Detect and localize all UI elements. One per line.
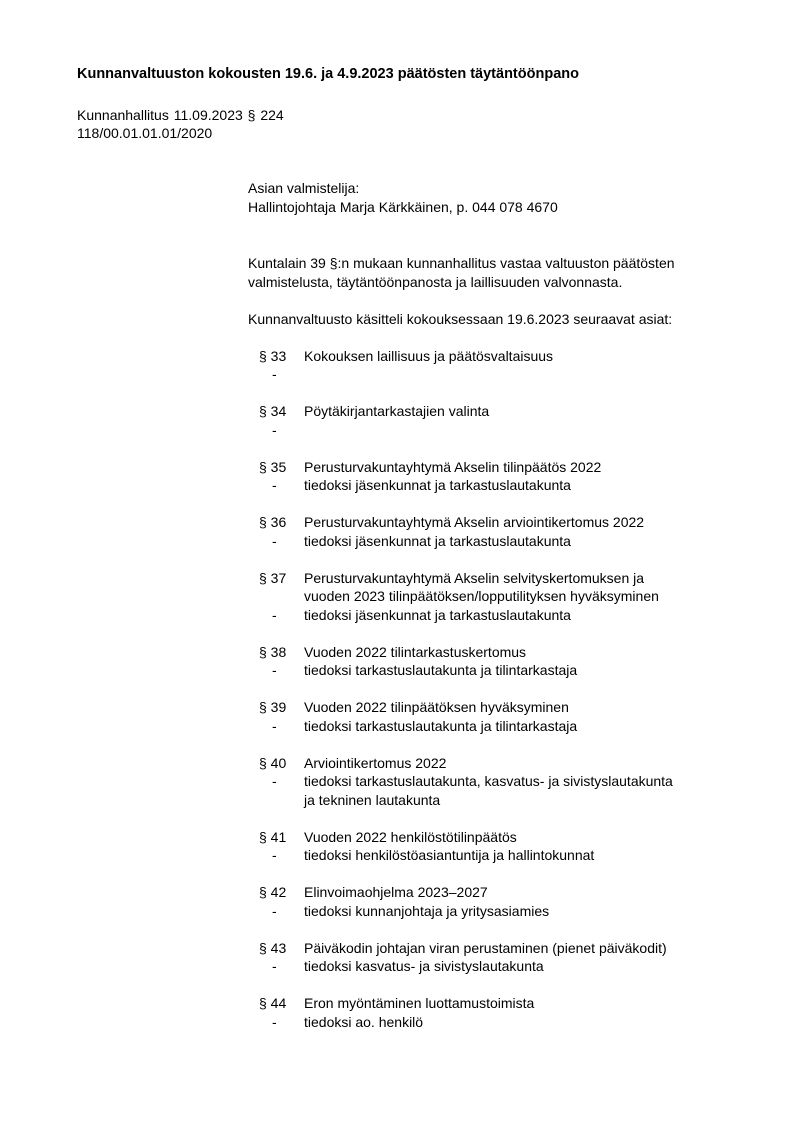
agenda-item-title: Vuoden 2022 tilinpäätöksen hyväksyminen <box>304 699 569 715</box>
agenda-item <box>248 402 748 439</box>
agenda-item-note: tiedoksi tarkastuslautakunta ja tilintarkastaja <box>304 717 578 734</box>
agenda-item-title: Vuoden 2022 henkilöstötilinpäätös <box>304 828 517 845</box>
agenda-item-note: tiedoksi tarkastuslautakunta ja tilintarkastaja <box>304 662 578 678</box>
agenda-item-note: tiedoksi kasvatus- ja sivistyslautakunta <box>304 958 544 974</box>
agenda-item-note: tiedoksi ao. henkilö <box>304 1013 424 1030</box>
meeting-reference: Kunnanhallitus 11.09.2023 § 224 <box>77 107 284 123</box>
agenda-item-title: Kokouksen laillisuus ja päätösvaltaisuus <box>304 347 554 364</box>
agenda-item-number: § 38 <box>259 643 287 660</box>
agenda-item-title: Perusturvakuntayhtymä Akselin selvityskertomuksen ja <box>304 569 645 586</box>
agenda-item-dash: - <box>272 421 277 438</box>
agenda-item <box>248 513 748 550</box>
agenda-item <box>248 994 748 1031</box>
agenda-item-note: tiedoksi jäsenkunnat ja tarkastuslautakunta <box>304 606 571 623</box>
intro-line-2: valmistelusta, täytäntöönpanosta ja laillisuuden valvonnasta. <box>248 273 623 290</box>
agenda-item-dash: - <box>272 477 277 493</box>
intro-line-3: Kunnanvaltuusto käsitteli kokouksessaan 19.6.2023 seuraavat asiat: <box>248 310 673 327</box>
agenda-item-title: Vuoden 2022 tilintarkastuskertomus <box>304 643 527 660</box>
agenda-item-title: Elinvoimaohjelma 2023–2027 <box>304 884 488 900</box>
agenda-item-number: § 34 <box>259 403 287 419</box>
agenda-item <box>248 828 748 865</box>
intro-line-1: Kuntalain 39 §:n mukaan kunnanhallitus vastaa valtuuston päätösten <box>248 255 675 271</box>
agenda-item-number: § 42 <box>259 884 287 900</box>
agenda-item <box>248 698 748 735</box>
agenda-item-dash: - <box>272 847 277 863</box>
agenda-item-number: § 43 <box>259 939 287 956</box>
agenda-item <box>248 569 748 625</box>
agenda-item-note: tiedoksi kunnanjohtaja ja yritysasiamies <box>304 902 550 919</box>
agenda-item-title: Eron myöntäminen luottamustoimista <box>304 995 535 1011</box>
agenda-item-number: § 37 <box>259 569 287 586</box>
agenda-item <box>248 939 748 976</box>
agenda-item-title: Arviointikertomus 2022 <box>304 754 447 771</box>
agenda-item-note: tiedoksi tarkastuslautakunta, kasvatus- ja sivistyslautakunta <box>304 773 673 789</box>
agenda-item <box>248 643 748 680</box>
preparer-label: Asian valmistelija: <box>248 180 360 196</box>
agenda-item-number: § 40 <box>259 754 287 771</box>
agenda-item-dash: - <box>272 662 277 678</box>
agenda-item-number: § 39 <box>259 699 287 715</box>
agenda-item-dash: - <box>272 958 277 974</box>
agenda-item-note: ja tekninen lautakunta <box>304 791 441 808</box>
agenda-item-note: tiedoksi henkilöstöasiantuntija ja hallintokunnat <box>304 847 595 863</box>
agenda-item-dash: - <box>272 532 277 549</box>
agenda-item-dash: - <box>272 366 277 382</box>
agenda-item <box>248 883 748 920</box>
agenda-item <box>248 347 748 384</box>
agenda-item-note: tiedoksi jäsenkunnat ja tarkastuslautakunta <box>304 532 571 549</box>
agenda-item <box>248 754 748 810</box>
agenda-item-number: § 33 <box>259 347 287 364</box>
agenda-item-dash: - <box>272 1013 277 1030</box>
agenda-item-title: vuoden 2023 tilinpäätöksen/lopputilityksen hyväksyminen <box>304 588 659 604</box>
record-number: 118/00.01.01.01/2020 <box>77 125 213 141</box>
agenda-item-number <box>248 587 304 606</box>
agenda-item-note <box>304 365 748 384</box>
agenda-item-title: Perusturvakuntayhtymä Akselin arviointikertomus 2022 <box>304 514 645 530</box>
agenda-item-dash: - <box>272 606 277 623</box>
agenda-item-number: § 44 <box>259 995 287 1011</box>
agenda-item-note: tiedoksi jäsenkunnat ja tarkastuslautakunta <box>304 477 571 493</box>
agenda-item-number: § 36 <box>259 514 287 530</box>
agenda-item-dash: - <box>272 773 277 789</box>
agenda-item-dash: - <box>272 717 277 734</box>
agenda-item-dash: - <box>272 902 277 919</box>
agenda-item <box>248 458 748 495</box>
document-title: Kunnanvaltuuston kokousten 19.6. ja 4.9.2023 päätösten täytäntöönpano <box>77 66 579 82</box>
agenda-item-title: Päiväkodin johtajan viran perustaminen (pienet päiväkodit) <box>304 939 667 956</box>
agenda-item-title: Pöytäkirjantarkastajien valinta <box>304 403 490 419</box>
agenda-item-number: § 41 <box>259 828 287 845</box>
agenda-item-number: § 35 <box>259 458 287 475</box>
agenda-item-dash <box>248 791 304 810</box>
agenda-item-list <box>248 347 748 1032</box>
preparer-name: Hallintojohtaja Marja Kärkkäinen, p. 044 078 4670 <box>248 198 558 215</box>
agenda-item-title: Perusturvakuntayhtymä Akselin tilinpäätös 2022 <box>304 458 602 475</box>
document-body <box>248 179 748 1031</box>
agenda-item-note <box>304 421 748 440</box>
